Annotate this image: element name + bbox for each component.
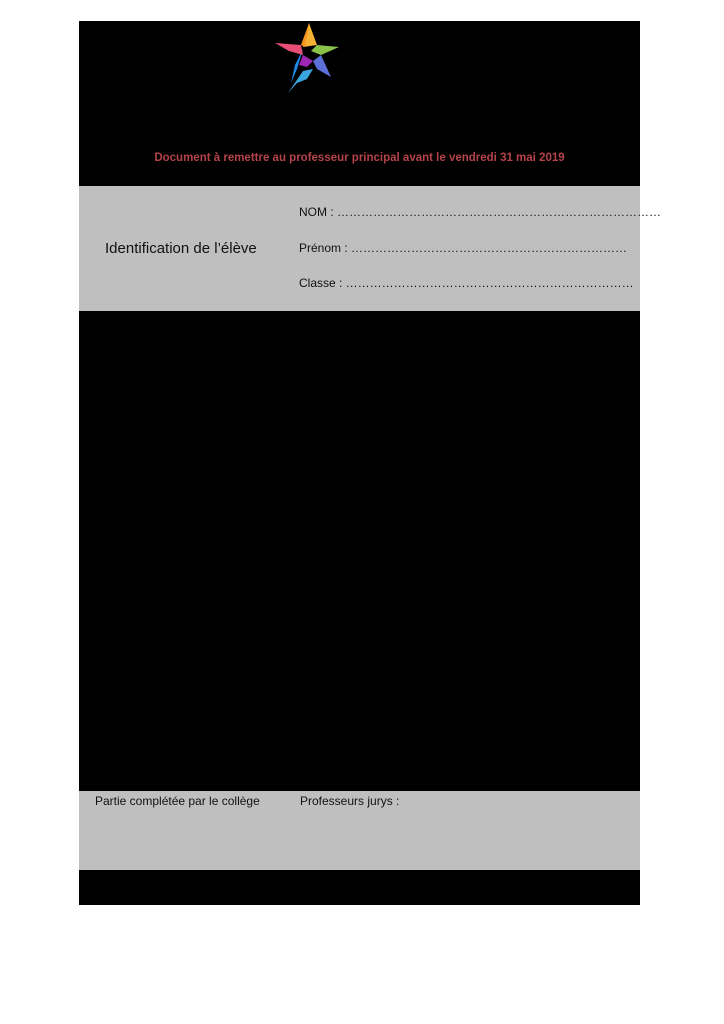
classe-field[interactable]: Classe : ……………………………………………………………… [299, 276, 634, 290]
submission-deadline-text: Document à remettre au professeur principal avant le vendredi 31 mai 2019 [154, 152, 565, 164]
jury-teachers-field[interactable]: Professeurs jurys : [300, 794, 400, 808]
college-section [79, 791, 640, 870]
college-section-label: Partie complétée par le collège [95, 794, 260, 808]
star-logo-icon [273, 21, 343, 95]
document-sheet [79, 21, 661, 905]
student-identification-section [79, 186, 661, 311]
nom-field[interactable]: NOM : ……………………………………………………………………… [299, 205, 661, 219]
identification-title: Identification de l’élève [105, 240, 257, 257]
prenom-field[interactable]: Prénom : …………………………………………………………… [299, 241, 628, 255]
